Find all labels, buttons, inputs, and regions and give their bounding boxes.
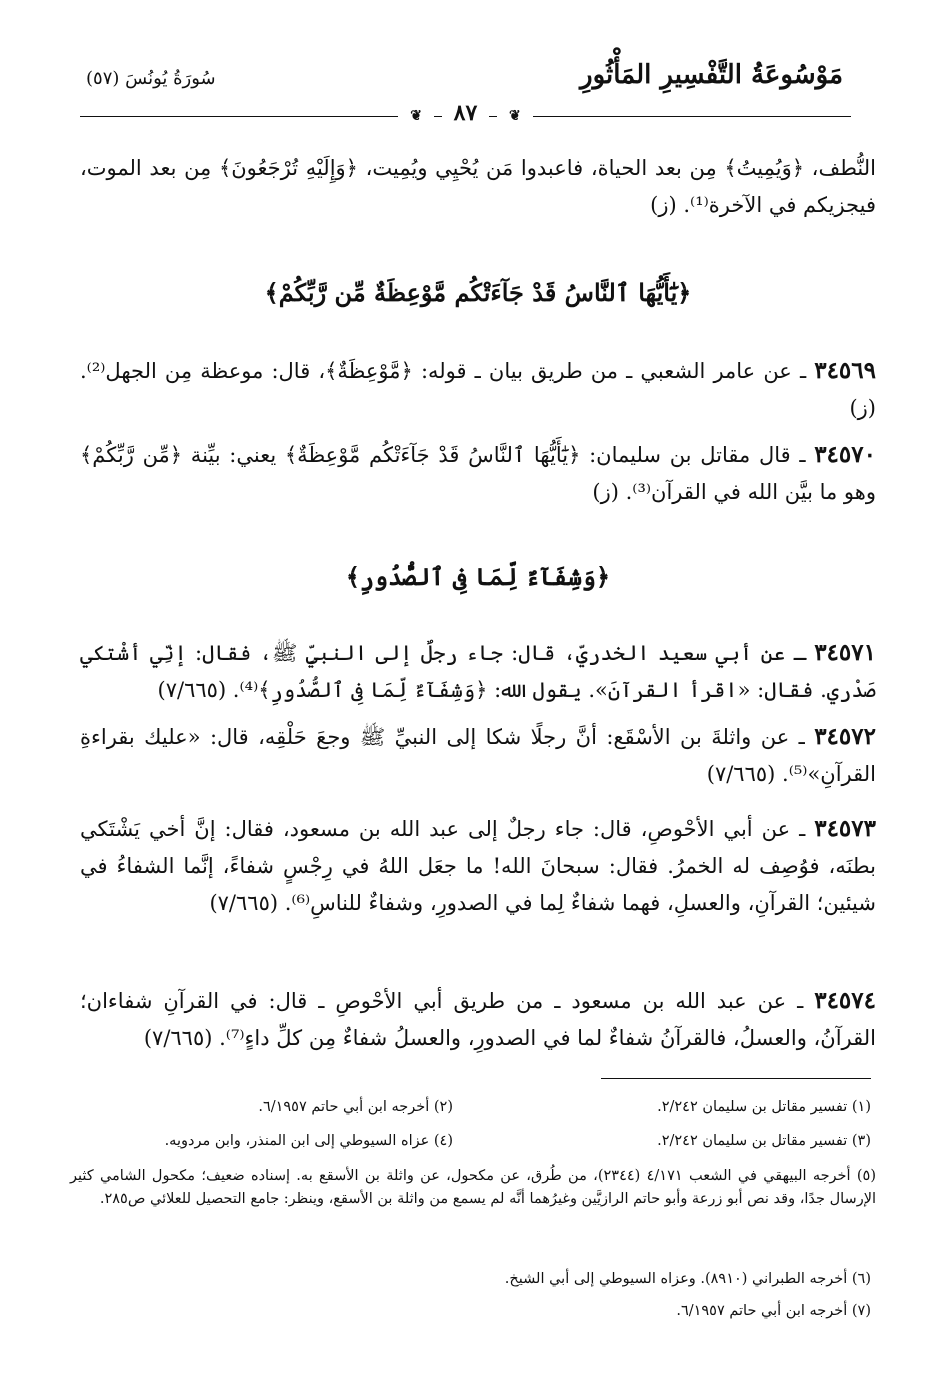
narration-number: ٣٤٥٧٣	[814, 815, 876, 842]
verse-heading: ﴿وَشِفَآءٌ لِّمَا فِى ٱلصُّدُورِ﴾	[345, 562, 611, 591]
narration-text: ـ قال مقاتل بن سليمان: ﴿يَٰٓأَيُّهَا ٱلنَّاسُ قَدْ جَآءَتْكُم مَّوْعِظَةٌ﴾ يعني: بيِّنة ﴿مِّن رَّبِّكُمْ﴾ وهو ما بيَّن الله في القرآن⁽³⁾. (ز)	[80, 443, 876, 504]
footnote: (٦) أخرجه الطبراني (٨٩١٠). وعزاه السيوطي إلى أبي الشيخ.	[504, 1271, 871, 1287]
ornament-icon: ❦	[398, 108, 434, 124]
narration-text: ـ عن واثلةَ بن الأسْقَع: أنَّ رجلًا شكا إلى النبيِّ ﷺ وجعَ حَلْقِه، قال: «عليك بقراءةِ القرآنِ»⁽⁵⁾. (٧/٦٦٥)	[80, 725, 876, 786]
narration-number: ٣٤٥٧١	[814, 639, 876, 666]
page-number-wrap	[0, 100, 931, 126]
footnote: (٣) تفسير مقاتل بن سليمان ٢/٢٤٢.	[657, 1133, 871, 1149]
footnote-rule	[601, 1078, 871, 1079]
footnote: (١) تفسير مقاتل بن سليمان ٢/٢٤٢.	[657, 1099, 871, 1115]
narration-number: ٣٤٥٧٢	[814, 723, 876, 750]
footnote: (٤) عزاه السيوطي إلى ابن المنذر، وابن مردويه.	[164, 1133, 453, 1149]
narration-text: ـ عن عبد الله بن مسعود ـ من طريق أبي الأحْوصِ ـ قال: في القرآنِ شفاءان؛ القرآنُ، والعسلُ، فالقرآنُ شفاءٌ لما في الصدورِ، والعسلُ شفاءٌ مِن كلِّ داءٍ⁽⁷⁾. (٧/٦٦٥)	[80, 989, 876, 1050]
narration-number: ٣٤٥٧٠	[814, 441, 876, 468]
verse-heading: ﴿يَٰٓأَيُّهَا ٱلنَّاسُ قَدْ جَآءَتْكُم مَّوْعِظَةٌ مِّن رَّبِّكُمْ﴾	[264, 278, 692, 307]
narration	[80, 718, 876, 793]
footnote: (٢) أخرجه ابن أبي حاتم ٦/١٩٥٧.	[258, 1099, 453, 1115]
narration-text: ـ عن أبي الأحْوصِ، قال: جاء رجلٌ إلى عبد الله بن مسعود، فقال: إنَّ أخي يَشْتَكي بطنَه، فوُصِف له الخمرُ. فقال: سبحانَ الله! ما جعَل اللهُ في رِجْسٍ شفاءً، إنَّما الشفاءُ في شيئين؛ القرآنِ، والعسلِ، فهما شفاءٌ لِما في الصدورِ، وشفاءٌ للناسِ⁽⁶⁾. (٧/٦٦٥)	[80, 817, 876, 915]
narration-number: ٣٤٥٧٤	[814, 987, 876, 1014]
narration-text: ـ عن عامر الشعبي ـ من طريق بيان ـ قوله: ﴿مَّوْعِظَةٌ﴾، قال: موعظة مِن الجهل⁽²⁾. (ز)	[80, 359, 876, 420]
surah-label: سُورَةُ يُونُسَ (٥٧)	[86, 68, 216, 89]
footnote: (٧) أخرجه ابن أبي حاتم ٦/١٩٥٧.	[676, 1303, 871, 1319]
narration	[80, 634, 876, 709]
narration	[80, 436, 876, 511]
book-title: مَوْسُوعَةُ التَّفْسِيرِ المَأْثُورِ	[580, 60, 843, 90]
narration-text: ـ عن أبي سعيد الخدريِّ، قال: جاء رجلٌ إلى النبيِّ ﷺ، فقال: إنِّي أشْتكي صَدْري. فقال: «اقرأ القرآنَ». يقول الله: ﴿وَشِفَآءٌ لِّمَا فِى ٱلصُّدُورِ﴾⁽⁴⁾. (٧/٦٦٥)	[80, 641, 876, 702]
footnote: (٥) أخرجه البيهقي في الشعب ٤/١٧١ (٢٣٤٤)، من طُرق، عن مكحول، عن واثلة بن الأسقع به. إسناده ضعيف؛ مكحول الشامي كثير الإرسال جدًا، وقد نص أبو زرعة وأبو حاتم الرازيَّين وغيرُهما أنَّه لم يسمع من واثلة بن الأسقع، وينظر: جامع التحصيل للعلائي ص٢٨٥.	[70, 1168, 876, 1207]
page-number: ٨٧	[442, 100, 490, 126]
narration	[80, 982, 876, 1057]
narration	[80, 810, 876, 922]
intro-paragraph: النُّطف، ﴿وَيُمِيتُ﴾ مِن بعد الحياة، فاعبدوا مَن يُحْيِي ويُمِيت، ﴿وَإِلَيْهِ تُرْجَعُونَ﴾ مِن بعد الموت، فيجزيكم في الآخرة⁽¹⁾. (ز)	[80, 156, 876, 217]
narration	[80, 352, 876, 427]
ornament-icon: ❦	[497, 108, 533, 124]
narration-number: ٣٤٥٦٩	[814, 357, 876, 384]
